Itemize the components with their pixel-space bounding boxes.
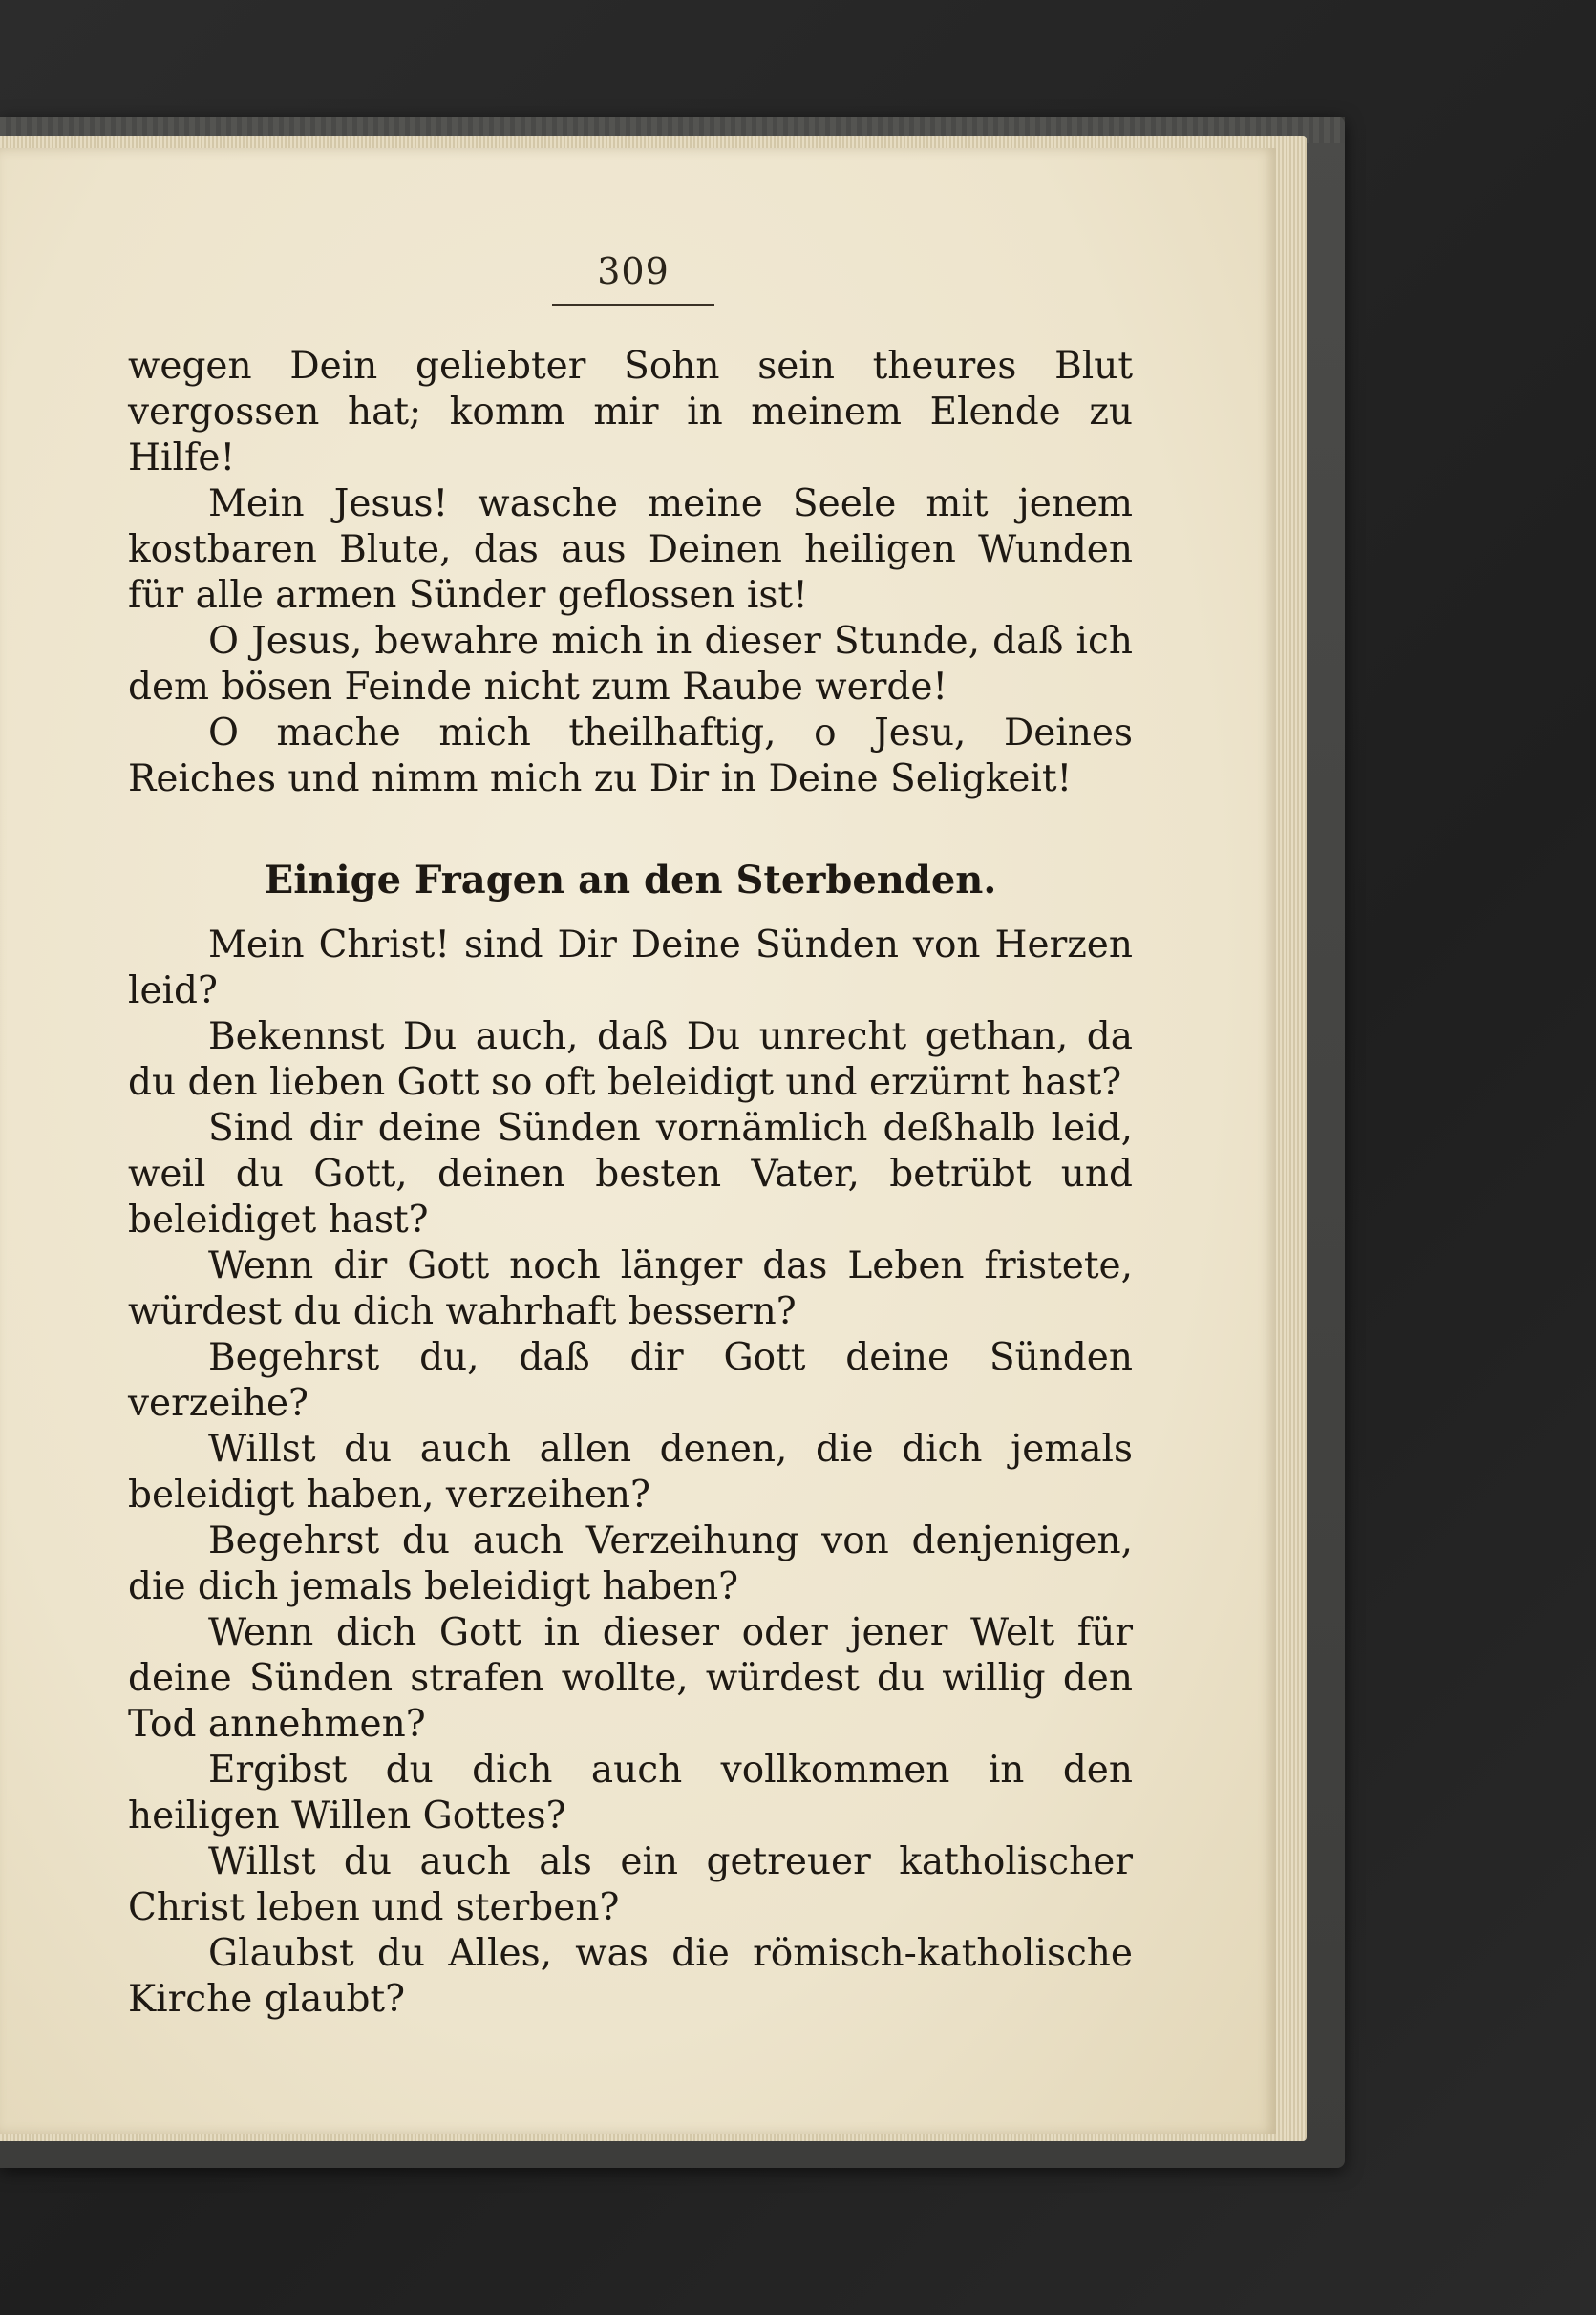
question-paragraph: Willst du auch allen denen, die dich jemals beleidigt haben, verzeihen? (128, 1428, 1133, 1517)
question-paragraph: Wenn dir Gott noch länger das Leben fristete, würdest du dich wahrhaft bessern? (128, 1244, 1133, 1333)
paragraph: O Jesus, bewahre mich in dieser Stunde, daß ich dem bösen Feinde nicht zum Raube werde! (128, 620, 1133, 709)
paragraph: O mache mich theilhaftig, o Jesu, Deines Reiches und nimm mich zu Dir in Deine Seligkeit! (128, 711, 1133, 800)
question-paragraph: Bekennst Du auch, daß Du unrecht gethan, da du den lieben Gott so oft beleidigt und erzürnt hast? (128, 1015, 1133, 1104)
section-heading: Einige Fragen an den Sterbenden. (264, 858, 997, 903)
question-paragraph: Sind dir deine Sünden vornämlich deßhalb leid, weil du Gott, deinen besten Vater, betrübt und beleidiget hast? (128, 1107, 1133, 1242)
paragraph: Mein Jesus! wasche meine Seele mit jenem kostbaren Blute, das aus Deinen heiligen Wunden für alle armen Sünder geflossen ist! (128, 482, 1133, 617)
header-rule (552, 304, 714, 306)
page-number: 309 (597, 250, 670, 292)
question-paragraph: Begehrst du auch Verzeihung von denjenigen, die dich jemals beleidigt haben? (128, 1519, 1133, 1608)
page-text (128, 344, 1133, 2023)
question-paragraph: Willst du auch als ein getreuer katholischer Christ leben und sterben? (128, 1840, 1133, 1929)
paragraph: wegen Dein geliebter Sohn sein theures Blut vergossen hat; komm mir in meinem Elende zu Hilfe! (128, 345, 1133, 479)
question-paragraph: Wenn dich Gott in dieser oder jener Welt für deine Sünden strafen wollte, würdest du willig den Tod annehmen? (128, 1611, 1133, 1746)
question-paragraph: Begehrst du, daß dir Gott deine Sünden verzeihe? (128, 1336, 1133, 1425)
question-paragraph: Mein Christ! sind Dir Deine Sünden von Herzen leid? (128, 924, 1133, 1012)
question-paragraph: Glaubst du Alles, was die römisch-katholische Kirche glaubt? (128, 1932, 1133, 2021)
question-paragraph: Ergibst du dich auch vollkommen in den heiligen Willen Gottes? (128, 1749, 1133, 1837)
